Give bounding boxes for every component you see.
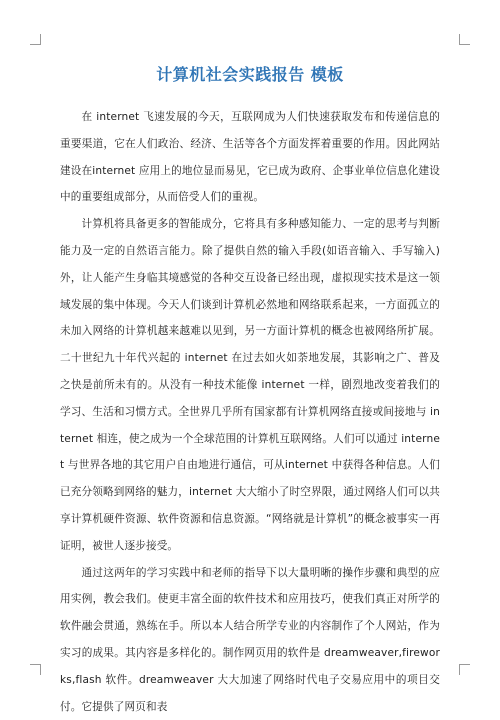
- paragraph-2: 计算机将具备更多的智能成分，它将具有多种感知能力、一定的思考与判断能力及一定的自然语言能力。除了提供自然的输入手段(如语音输入、手写输入)外，让人能产生身临其境感觉的各种交互设备已经出现，虚拟现实技术是这一领域发展的集中体现。今天人们谈到计算机必然地和网络联系起来，一方面孤立的未加入网络的计算机越来越难以见到，另一方面计算机的概念也被网络所扩展。二十世纪九十年代兴起的 internet 在过去如火如荼地发展，其影响之广、普及之快是前所未有的。从没有一种技术能像 internet 一样，剧烈地改变着我们的学习、生活和习惯方式。全世界几乎所有国家都有计算机网络直接或间接地与 internet 相连，使之成为一个全球范围的计算机互联网络。人们可以通过 internet 与世界各地的其它用户自由地进行通信，可从internet 中获得各种信息。人们已充分领略到网络的魅力，internet 大大缩小了时空界限，通过网络人们可以共享计算机硬件资源、软件资源和信息资源。“网络就是计算机”的概念被事实一再证明，被世人逐步接受。: [60, 218, 440, 552]
- page-title: 计算机社会实践报告 模板: [156, 65, 344, 84]
- crop-mark-bottom-left: [30, 664, 41, 675]
- paragraph-1: 在 internet 飞速发展的今天，互联网成为人们快速获取发布和传递信息的重要渠道，它在人们政治、经济、生活等各个方面发挥着重要的作用。因此网站建设在internet 应用上的地位显而易见，它已成为政府、企事业单位信息化建设中的重要组成部分，从而倍受人们的重视。: [60, 111, 440, 204]
- paragraph-3: 通过这两年的学习实践中和老师的指导下以大量明晰的操作步骤和典型的应用实例，教会我们。使更丰富全面的软件技术和应用技巧，使我们真正对所学的软件融会贯通，熟练在手。所以本人结合所学专业的内容制作了个人网站，作为实习的成果。其内容是多样化的。制作网页用的软件是 dreamweaver,fireworks,flash 软件。dreamweaver 大大加速了网络时代电子交易应用中的项目交付。它提供了网页和表: [60, 566, 440, 713]
- document-body: [60, 104, 440, 720]
- crop-mark-bottom-right: [459, 664, 470, 675]
- crop-mark-top-left: [30, 34, 41, 45]
- crop-mark-top-right: [459, 34, 470, 45]
